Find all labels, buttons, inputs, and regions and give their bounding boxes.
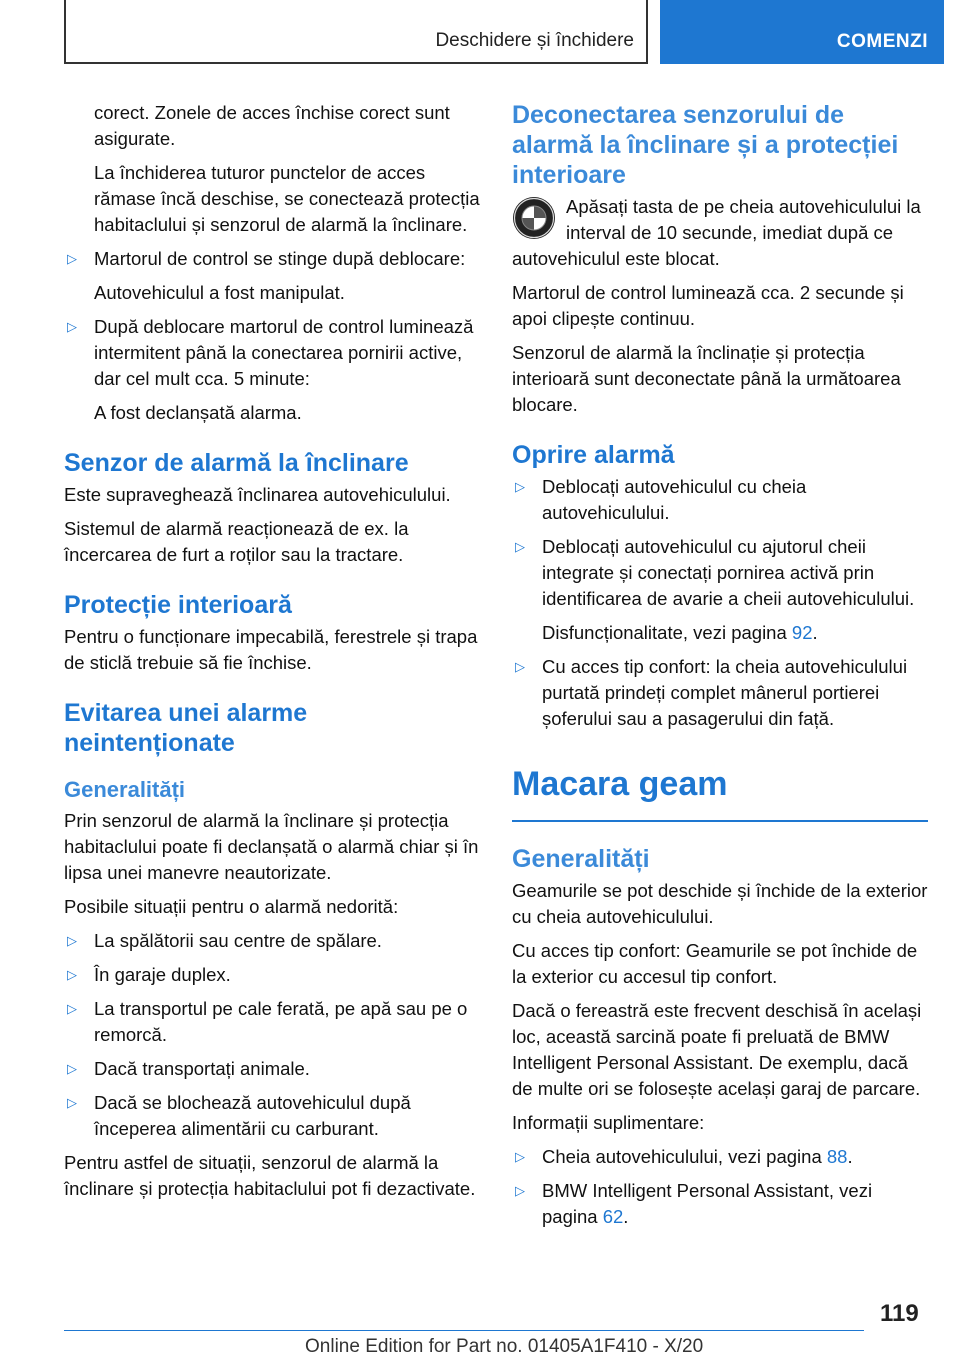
bullet-triangle-icon: ▷ bbox=[67, 251, 77, 266]
list-item bbox=[64, 996, 480, 1048]
list-item bbox=[64, 246, 480, 272]
section-heading-disconnect: Deconectarea senzorului de alarmă la înclinare și a protecției interioare bbox=[512, 101, 899, 189]
list-item-text: Deblocați autovehiculul cu cheia autovehiculului. bbox=[542, 476, 807, 523]
cross-reference-text: Cheia autovehiculului, vezi pagina bbox=[542, 1146, 827, 1167]
list-item: ▷ Cheia autovehiculului, vezi pagina 88. bbox=[512, 1144, 928, 1170]
list-item-text: Cu acces tip confort: la cheia autovehiculului purtată prindeți complet mânerul portierei șoferului sau a pasagerului din față. bbox=[542, 656, 908, 729]
paragraph: Cu acces tip confort: Geamurile se pot închide de la exterior cu accesul tip confort. bbox=[512, 940, 918, 987]
page-link[interactable]: 92 bbox=[791, 622, 813, 643]
list-item bbox=[512, 474, 928, 526]
list-item-subtext: Autovehiculul a fost manipulat. bbox=[94, 282, 345, 303]
paragraph bbox=[512, 194, 928, 272]
chapter-tab bbox=[660, 0, 944, 64]
list-item bbox=[512, 534, 928, 612]
page-link[interactable]: 62 bbox=[602, 1206, 624, 1227]
paragraph: Sistemul de alarmă reacționează de ex. la încercarea de furt a roților sau la tractare. bbox=[64, 518, 409, 565]
list-item: ▷ BMW Intelligent Personal Assistant, vezi pagina 62. bbox=[515, 1180, 873, 1227]
list-item bbox=[64, 928, 480, 954]
bullet-triangle-icon: ▷ bbox=[515, 539, 525, 554]
bullet-triangle-icon: ▷ bbox=[515, 659, 525, 674]
list-item-subtext: Disfuncționalitate, vezi pagina 92. bbox=[542, 622, 818, 643]
list-item-text: Dacă se blochează autovehiculul după începerea alimentării cu carburant. bbox=[94, 1092, 411, 1139]
list-item bbox=[64, 962, 480, 988]
subsection-heading-general: Generalități bbox=[64, 777, 186, 802]
chapter-title: COMENZI bbox=[836, 31, 928, 52]
paragraph: Prin senzorul de alarmă la înclinare și protecția habitaclului poate fi declanșată o alarmă chiar și în lipsa unei manevre neautorizate. bbox=[64, 810, 479, 883]
list-item-text: După deblocare martorul de control luminează intermitent până la conectarea pornirii active, dar cel mult cca. 5 minute: bbox=[94, 316, 474, 389]
bullet-triangle-icon: ▷ bbox=[67, 319, 77, 334]
bmw-key-button-icon bbox=[512, 196, 556, 240]
list-item-text: Martorul de control se stinge după deblocare: bbox=[94, 248, 466, 269]
footer-edition: Online Edition for Part no. 01405A1F410 - X/20 bbox=[305, 1336, 704, 1357]
section-heading-tilt: Senzor de alarmă la înclinare bbox=[64, 449, 409, 477]
paragraph: Posibile situații pentru o alarmă nedorită: bbox=[64, 896, 399, 917]
list-item-text: La transportul pe cale ferată, pe apă sau pe o remorcă. bbox=[94, 998, 468, 1045]
cross-reference-text: Disfuncționalitate, vezi pagina bbox=[542, 622, 792, 643]
paragraph: Pentru o funcționare impecabilă, ferestrele și trapa de sticlă trebuie să fie închise. bbox=[64, 626, 478, 673]
paragraph: Geamurile se pot deschide și închide de la exterior cu cheia autovehiculului. bbox=[512, 880, 928, 927]
list-item-subtext: A fost declanșată alarma. bbox=[94, 402, 302, 423]
right-column bbox=[512, 100, 928, 1238]
subsection-heading-general: Generalități bbox=[512, 845, 650, 873]
list-item-text: Deblocați autovehiculul cu ajutorul cheii integrate și conectați pornirea activă prin identificarea de avarie a cheii autovehiculului. bbox=[542, 536, 915, 609]
section-title: Deschidere și închidere bbox=[435, 30, 634, 51]
section-heading-interior: Protecție interioară bbox=[64, 591, 292, 619]
bullet-triangle-icon: ▷ bbox=[67, 1095, 77, 1110]
paragraph: Informații suplimentare: bbox=[512, 1112, 705, 1133]
bullet-triangle-icon: ▷ bbox=[515, 479, 525, 494]
bullet-triangle-icon: ▷ bbox=[515, 1149, 525, 1164]
list-item-text: Dacă transportați animale. bbox=[94, 1058, 310, 1079]
list-item bbox=[64, 314, 480, 392]
paragraph: corect. Zonele de acces închise corect sunt asigurate. bbox=[94, 102, 450, 149]
page-link[interactable]: 88 bbox=[826, 1146, 848, 1167]
chapter-heading-window: Macara geam bbox=[512, 762, 928, 822]
section-heading-stop-alarm: Oprire alarmă bbox=[512, 441, 675, 469]
paragraph: Martorul de control luminează cca. 2 secunde și apoi clipește continuu. bbox=[512, 282, 904, 329]
paragraph-text: Apăsați tasta de pe cheia autovehiculului la interval de 10 secunde, imediat după ce autovehiculul este blocat. bbox=[512, 196, 921, 269]
bullet-triangle-icon: ▷ bbox=[515, 1183, 525, 1198]
list-item bbox=[64, 1090, 480, 1142]
list-item bbox=[64, 1056, 480, 1082]
footer-divider bbox=[64, 1330, 864, 1331]
running-header-section bbox=[64, 0, 648, 64]
page-number: 119 bbox=[880, 1300, 919, 1327]
cross-reference-text: BMW Intelligent Personal Assistant, vezi pagina bbox=[542, 1180, 873, 1227]
paragraph: Dacă o fereastră este frecvent deschisă în același loc, această sarcină poate fi preluată de BMW Intelligent Personal Assistant. De exemplu, dacă de multe ori se folosește același garaj de parcare. bbox=[512, 1000, 922, 1099]
paragraph: Este supraveghează înclinarea autovehiculului. bbox=[64, 484, 451, 505]
paragraph: Pentru astfel de situații, senzorul de alarmă la înclinare și protecția habitaclului pot fi dezactivate. bbox=[64, 1152, 476, 1199]
paragraph: La închiderea tuturor punctelor de acces rămase încă deschise, se conectează protecția habitaclului și senzorul de alarmă la înclinare. bbox=[94, 162, 480, 235]
bullet-triangle-icon: ▷ bbox=[67, 967, 77, 982]
paragraph: Senzorul de alarmă la înclinație și protecția interioară sunt deconectate până la următoarea blocare. bbox=[512, 342, 901, 415]
list-item-text: În garaje duplex. bbox=[94, 964, 231, 985]
bullet-triangle-icon: ▷ bbox=[67, 1061, 77, 1076]
bullet-triangle-icon: ▷ bbox=[67, 933, 77, 948]
left-column bbox=[64, 100, 480, 1210]
bullet-triangle-icon: ▷ bbox=[67, 1001, 77, 1016]
list-item-text: La spălătorii sau centre de spălare. bbox=[94, 930, 382, 951]
list-item bbox=[512, 654, 928, 732]
section-heading-avoid-alarm: Evitarea unei alarme neintenționate bbox=[64, 699, 308, 757]
